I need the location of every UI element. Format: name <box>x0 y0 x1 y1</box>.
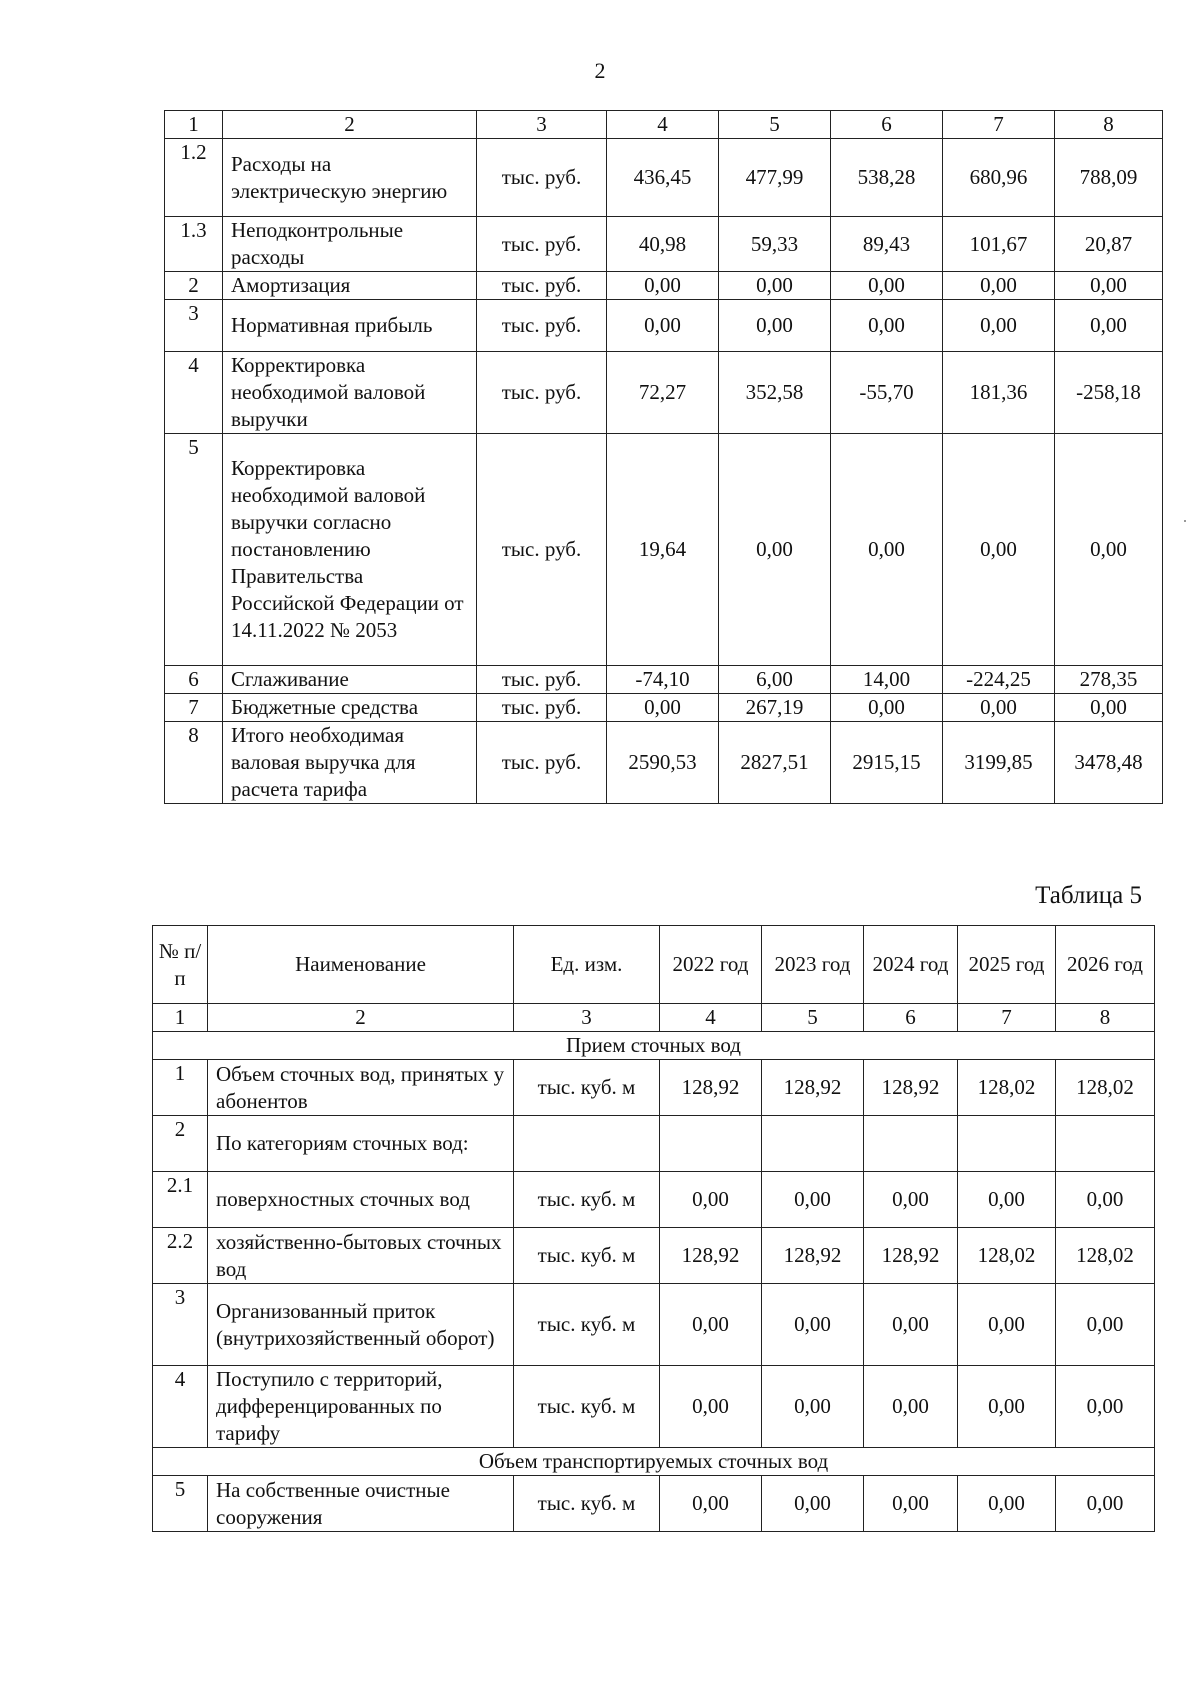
row-value: 0,00 <box>943 300 1055 352</box>
row-value: 6,00 <box>719 666 831 694</box>
expenses-table <box>164 110 1163 804</box>
header-cell: 4 <box>607 111 719 139</box>
table-row <box>153 1060 1155 1116</box>
index-cell: 5 <box>762 1004 864 1032</box>
row-name: хозяйственно-бытовых сточных вод <box>208 1228 514 1284</box>
row-unit: тыс. куб. м <box>514 1172 660 1228</box>
row-value <box>660 1116 762 1172</box>
row-number: 2 <box>153 1116 208 1172</box>
header-year: 2024 год <box>864 926 958 1004</box>
row-unit: тыс. куб. м <box>514 1228 660 1284</box>
row-value: 0,00 <box>1056 1172 1155 1228</box>
row-name: Поступило с территорий, дифференцированных по тарифу <box>208 1366 514 1448</box>
row-unit: тыс. куб. м <box>514 1366 660 1448</box>
row-name: Нормативная прибыль <box>223 300 477 352</box>
wastewater-table <box>152 925 1155 1532</box>
row-value: 0,00 <box>719 300 831 352</box>
section-row <box>153 1448 1155 1476</box>
table-row <box>165 300 1163 352</box>
table-row <box>165 217 1163 272</box>
row-value: 128,92 <box>660 1060 762 1116</box>
row-value: -224,25 <box>943 666 1055 694</box>
row-number: 1.2 <box>165 139 223 217</box>
row-unit: тыс. руб. <box>477 217 607 272</box>
scan-artifact <box>1184 520 1186 522</box>
row-number: 1 <box>153 1060 208 1116</box>
row-value: 181,36 <box>943 352 1055 434</box>
index-cell: 8 <box>1056 1004 1155 1032</box>
section-title: Прием сточных вод <box>153 1032 1155 1060</box>
row-value: 0,00 <box>1055 272 1163 300</box>
row-value: 0,00 <box>831 300 943 352</box>
row-unit: тыс. руб. <box>477 272 607 300</box>
row-value: 2827,51 <box>719 722 831 804</box>
row-value: 538,28 <box>831 139 943 217</box>
row-value: 0,00 <box>1055 434 1163 666</box>
row-value: 0,00 <box>831 272 943 300</box>
row-value: 20,87 <box>1055 217 1163 272</box>
row-number: 4 <box>165 352 223 434</box>
row-value: 128,02 <box>1056 1060 1155 1116</box>
header-num: № п/ п <box>153 926 208 1004</box>
row-value: 0,00 <box>864 1476 958 1532</box>
row-number: 2 <box>165 272 223 300</box>
header-cell: 5 <box>719 111 831 139</box>
row-name: Расходы на электрическую энергию <box>223 139 477 217</box>
table-row <box>165 434 1163 666</box>
index-cell: 7 <box>958 1004 1056 1032</box>
row-value: 128,02 <box>1056 1228 1155 1284</box>
row-value: 0,00 <box>660 1172 762 1228</box>
row-unit: тыс. куб. м <box>514 1060 660 1116</box>
index-cell: 1 <box>153 1004 208 1032</box>
table-row <box>165 352 1163 434</box>
index-row <box>153 1004 1155 1032</box>
row-value: 0,00 <box>864 1366 958 1448</box>
table-row <box>153 1116 1155 1172</box>
row-value: 0,00 <box>607 272 719 300</box>
row-name: Бюджетные средства <box>223 694 477 722</box>
row-value: 0,00 <box>958 1476 1056 1532</box>
row-unit: тыс. руб. <box>477 352 607 434</box>
row-value: 2915,15 <box>831 722 943 804</box>
table-row <box>165 272 1163 300</box>
row-value: 128,92 <box>864 1060 958 1116</box>
row-unit: тыс. руб. <box>477 722 607 804</box>
row-value: -74,10 <box>607 666 719 694</box>
header-row <box>153 926 1155 1004</box>
row-value: 0,00 <box>958 1366 1056 1448</box>
row-value: 0,00 <box>762 1366 864 1448</box>
row-value: 0,00 <box>660 1284 762 1366</box>
row-name: Корректировка необходимой валовой выручки <box>223 352 477 434</box>
row-value <box>864 1116 958 1172</box>
row-name: поверхностных сточных вод <box>208 1172 514 1228</box>
row-unit: тыс. руб. <box>477 139 607 217</box>
header-year: 2023 год <box>762 926 864 1004</box>
row-name: На собственные очистные сооружения <box>208 1476 514 1532</box>
header-name: Наименование <box>208 926 514 1004</box>
row-value: -55,70 <box>831 352 943 434</box>
row-value: 128,02 <box>958 1228 1056 1284</box>
row-number: 3 <box>165 300 223 352</box>
row-value: 3199,85 <box>943 722 1055 804</box>
header-year: 2022 год <box>660 926 762 1004</box>
row-name: По категориям сточных вод: <box>208 1116 514 1172</box>
header-cell: 3 <box>477 111 607 139</box>
row-name: Сглаживание <box>223 666 477 694</box>
row-value: 128,92 <box>762 1060 864 1116</box>
row-number: 5 <box>165 434 223 666</box>
row-name: Организованный приток (внутрихозяйственный оборот) <box>208 1284 514 1366</box>
row-unit: тыс. руб. <box>477 300 607 352</box>
row-value: 101,67 <box>943 217 1055 272</box>
table-row <box>165 722 1163 804</box>
header-cell: 8 <box>1055 111 1163 139</box>
table-row <box>153 1284 1155 1366</box>
row-value: 0,00 <box>762 1476 864 1532</box>
index-cell: 4 <box>660 1004 762 1032</box>
row-value <box>762 1116 864 1172</box>
row-value: 788,09 <box>1055 139 1163 217</box>
row-value: 0,00 <box>1056 1476 1155 1532</box>
row-value <box>1056 1116 1155 1172</box>
row-value: 0,00 <box>1056 1366 1155 1448</box>
header-row <box>165 111 1163 139</box>
row-value: 0,00 <box>831 434 943 666</box>
row-unit: тыс. руб. <box>477 434 607 666</box>
row-value: 0,00 <box>1055 300 1163 352</box>
row-unit <box>514 1116 660 1172</box>
row-value: 278,35 <box>1055 666 1163 694</box>
table-row <box>153 1172 1155 1228</box>
row-value: 128,02 <box>958 1060 1056 1116</box>
row-value: 0,00 <box>719 434 831 666</box>
row-value: 2590,53 <box>607 722 719 804</box>
row-name: Объем сточных вод, принятых у абонентов <box>208 1060 514 1116</box>
row-name: Корректировка необходимой валовой выручки согласно постановлению Правительства Российской Федерации от 14.11.2022 № 2053 <box>223 434 477 666</box>
row-value: 19,64 <box>607 434 719 666</box>
row-value: 352,58 <box>719 352 831 434</box>
row-number: 4 <box>153 1366 208 1448</box>
row-value: 0,00 <box>864 1172 958 1228</box>
row-number: 5 <box>153 1476 208 1532</box>
row-value: 128,92 <box>762 1228 864 1284</box>
row-unit: тыс. руб. <box>477 666 607 694</box>
header-cell: 6 <box>831 111 943 139</box>
row-value: 0,00 <box>831 694 943 722</box>
row-value: 0,00 <box>1056 1284 1155 1366</box>
section-row <box>153 1032 1155 1060</box>
row-value: 72,27 <box>607 352 719 434</box>
header-cell: 2 <box>223 111 477 139</box>
row-unit: тыс. руб. <box>477 694 607 722</box>
header-cell: 7 <box>943 111 1055 139</box>
row-number: 7 <box>165 694 223 722</box>
header-year: 2025 год <box>958 926 1056 1004</box>
row-unit: тыс. куб. м <box>514 1476 660 1532</box>
table-caption: Таблица 5 <box>1035 882 1142 909</box>
row-value: 0,00 <box>958 1284 1056 1366</box>
row-value: 0,00 <box>607 694 719 722</box>
row-value: 14,00 <box>831 666 943 694</box>
row-value: 128,92 <box>660 1228 762 1284</box>
row-value: 0,00 <box>660 1366 762 1448</box>
row-value: 680,96 <box>943 139 1055 217</box>
row-value: 436,45 <box>607 139 719 217</box>
row-value: 0,00 <box>719 272 831 300</box>
table-row <box>153 1476 1155 1532</box>
row-value: 0,00 <box>762 1172 864 1228</box>
index-cell: 3 <box>514 1004 660 1032</box>
row-value: 0,00 <box>958 1172 1056 1228</box>
row-name: Неподконтрольные расходы <box>223 217 477 272</box>
row-value: 3478,48 <box>1055 722 1163 804</box>
row-value: 89,43 <box>831 217 943 272</box>
index-cell: 2 <box>208 1004 514 1032</box>
row-number: 2.2 <box>153 1228 208 1284</box>
section-title: Объем транспортируемых сточных вод <box>153 1448 1155 1476</box>
row-value <box>958 1116 1056 1172</box>
table-row <box>153 1366 1155 1448</box>
row-value: 477,99 <box>719 139 831 217</box>
row-value: 0,00 <box>1055 694 1163 722</box>
row-value: 267,19 <box>719 694 831 722</box>
table-row <box>165 139 1163 217</box>
row-value: -258,18 <box>1055 352 1163 434</box>
row-value: 0,00 <box>660 1476 762 1532</box>
row-unit: тыс. куб. м <box>514 1284 660 1366</box>
row-value: 0,00 <box>943 694 1055 722</box>
table-row <box>165 694 1163 722</box>
row-value: 128,92 <box>864 1228 958 1284</box>
page-number: 2 <box>594 58 606 83</box>
row-value: 0,00 <box>943 434 1055 666</box>
header-unit: Ед. изм. <box>514 926 660 1004</box>
table-row <box>165 666 1163 694</box>
row-value: 0,00 <box>607 300 719 352</box>
row-value: 0,00 <box>762 1284 864 1366</box>
row-number: 2.1 <box>153 1172 208 1228</box>
row-number: 8 <box>165 722 223 804</box>
row-value: 0,00 <box>864 1284 958 1366</box>
row-number: 3 <box>153 1284 208 1366</box>
row-value: 0,00 <box>943 272 1055 300</box>
row-name: Амортизация <box>223 272 477 300</box>
row-number: 1.3 <box>165 217 223 272</box>
row-value: 40,98 <box>607 217 719 272</box>
table-row <box>153 1228 1155 1284</box>
row-name: Итого необходимая валовая выручка для расчета тарифа <box>223 722 477 804</box>
row-number: 6 <box>165 666 223 694</box>
index-cell: 6 <box>864 1004 958 1032</box>
header-year: 2026 год <box>1056 926 1155 1004</box>
row-value: 59,33 <box>719 217 831 272</box>
header-cell: 1 <box>165 111 223 139</box>
